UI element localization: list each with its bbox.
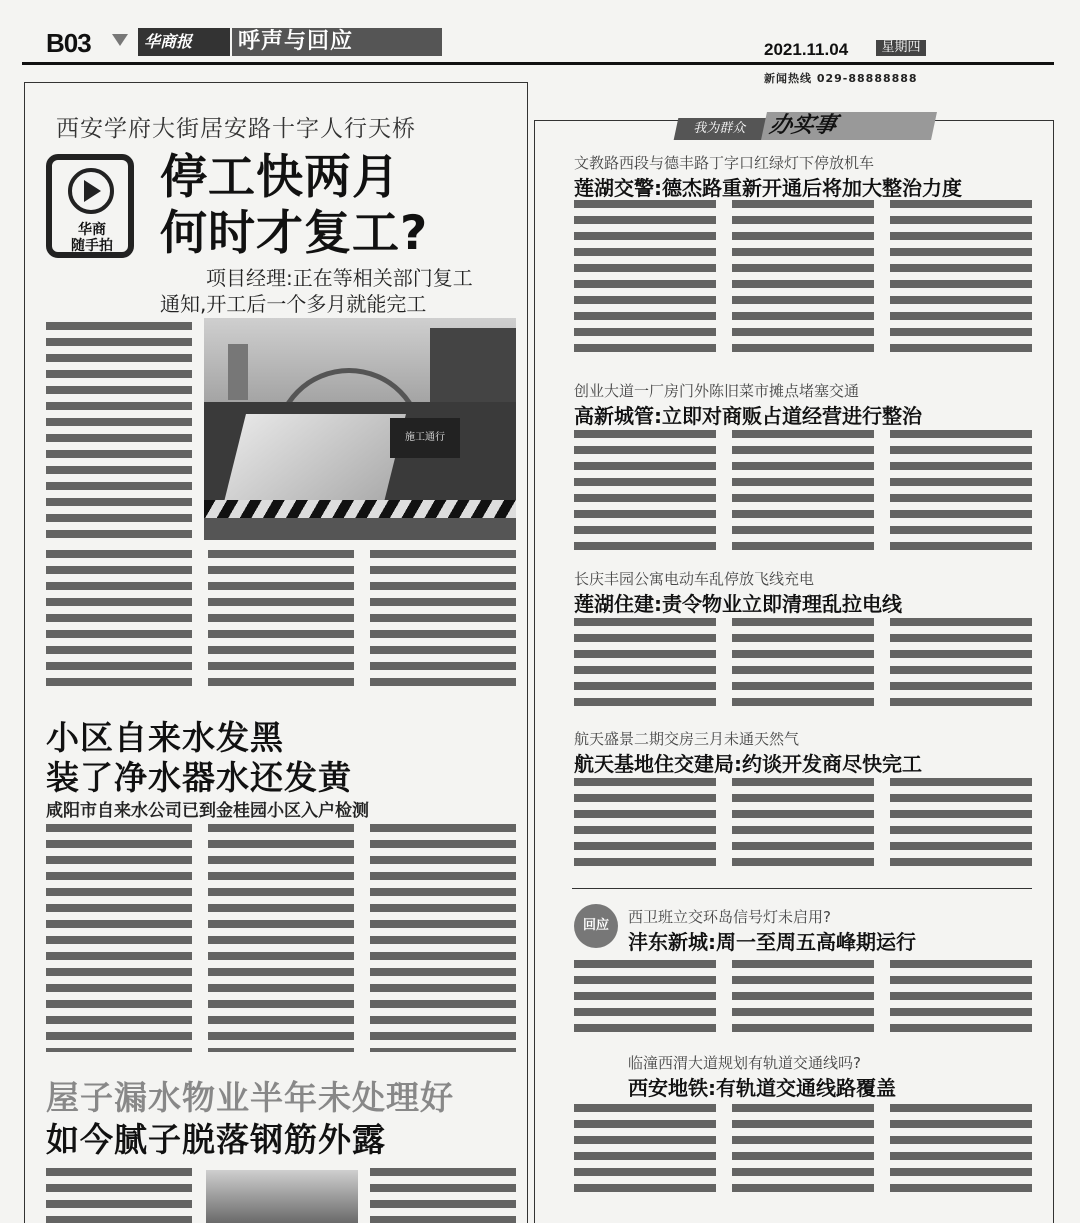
- right-item1-body-col2: [732, 200, 874, 360]
- right-item3-title: 莲湖住建:责令物业立即清理乱拉电线: [574, 592, 902, 616]
- right-item1-body-col1: [574, 200, 716, 360]
- story1-deck-line1: 项目经理:正在等相关部门复工: [206, 266, 473, 290]
- right-item4-body-col3: [890, 778, 1032, 874]
- right-item5-title: 沣东新城:周一至周五高峰期运行: [628, 930, 916, 954]
- story1-body-col1: [46, 550, 192, 694]
- right-item2-title: 高新城管:立即对商贩占道经营进行整治: [574, 404, 922, 428]
- story2-subhead: 咸阳市自来水公司已到金桂园小区入户检测: [46, 801, 369, 821]
- story2-body-col1: [46, 824, 192, 1052]
- section-badge-right: 办实事: [761, 112, 937, 140]
- right-item6-body-col1: [574, 1104, 716, 1200]
- right-item1-body-col3: [890, 200, 1032, 360]
- story1-body-col3: [370, 550, 516, 694]
- photo-construction-slab: [222, 414, 406, 510]
- right-divider: [572, 888, 1032, 889]
- photo-building-small: [228, 344, 248, 400]
- story1-deck-line2: 通知,开工后一个多月就能完工: [160, 292, 427, 316]
- story1-headline-line1: 停工快两月: [160, 150, 400, 205]
- story3-body-col3: [370, 1168, 516, 1223]
- right-item4-body-col1: [574, 778, 716, 874]
- story1-kicker: 西安学府大街居安路十字人行天桥: [56, 116, 416, 142]
- story3-body-col1: [46, 1168, 192, 1223]
- right-item1-kicker: 文教路西段与德丰路丁字口红绿灯下停放机车: [574, 154, 875, 172]
- story1-headline-line2: 何时才复工?: [160, 206, 429, 261]
- right-item5-body-col1: [574, 960, 716, 1040]
- right-item6-body-col2: [732, 1104, 874, 1200]
- right-item3-body-col1: [574, 618, 716, 714]
- right-item2-body-col1: [574, 430, 716, 550]
- right-item2-body-col3: [890, 430, 1032, 550]
- right-item3-body-col2: [732, 618, 874, 714]
- triangle-marker-icon: [112, 34, 128, 46]
- right-item5-body-col2: [732, 960, 874, 1040]
- right-item2-kicker: 创业大道一厂房门外陈旧菜市摊点堵塞交通: [574, 382, 860, 400]
- story2-body-col3: [370, 824, 516, 1052]
- issue-weekday: 星期四: [876, 40, 926, 56]
- right-item4-kicker: 航天盛景二期交房三月未通天然气: [574, 730, 800, 748]
- right-item2-body-col2: [732, 430, 874, 550]
- masthead: [0, 0, 1080, 85]
- photo-barrier-rail: [204, 500, 516, 518]
- right-item5-body-col3: [890, 960, 1032, 1040]
- right-item3-body-col3: [890, 618, 1032, 714]
- story3-headline-line1: 屋子漏水物业半年未处理好: [46, 1078, 454, 1117]
- right-item6-body-col3: [890, 1104, 1032, 1200]
- story2-body-col2: [208, 824, 354, 1052]
- story3-photo: [206, 1170, 358, 1223]
- video-label: 华商 随手拍: [71, 222, 113, 254]
- issue-date: 2021.11.04: [764, 40, 849, 59]
- photo-building: [430, 328, 516, 408]
- right-item1-title: 莲湖交警:德杰路重新开通后将加大整治力度: [574, 176, 962, 200]
- section-badge-left: 我为群众: [674, 118, 767, 140]
- news-hotline: 新闻热线 029-88888888: [764, 72, 918, 85]
- masthead-rule: [22, 62, 1054, 65]
- right-item3-kicker: 长庆丰园公寓电动车乱停放飞线充电: [574, 570, 815, 588]
- story1-body-text: [46, 322, 192, 538]
- story1-photo: [204, 318, 516, 540]
- right-item5-kicker: 西卫班立交环岛信号灯未启用?: [628, 908, 831, 926]
- story2-headline-line2: 装了净水器水还发黄: [46, 758, 352, 797]
- page-number: B03: [46, 28, 91, 58]
- right-item6-kicker: 临潼西渭大道规划有轨道交通线吗?: [628, 1054, 861, 1072]
- photo-bottom: [204, 518, 516, 540]
- right-item6-title: 西安地铁:有轨道交通线路覆盖: [628, 1076, 896, 1100]
- story2-headline-line1: 小区自来水发黑: [46, 718, 284, 757]
- play-icon[interactable]: [84, 180, 101, 202]
- story1-body-col2: [208, 550, 354, 694]
- photo-sign: 施工通行: [390, 418, 460, 458]
- response-badge: 回应: [574, 904, 618, 948]
- right-item4-title: 航天基地住交建局:约谈开发商尽快完工: [574, 752, 922, 776]
- section-title: 呼声与回应: [232, 28, 442, 56]
- paper-logo: 华商报: [138, 28, 230, 56]
- right-item4-body-col2: [732, 778, 874, 874]
- story3-headline-line2: 如今腻子脱落钢筋外露: [46, 1120, 386, 1159]
